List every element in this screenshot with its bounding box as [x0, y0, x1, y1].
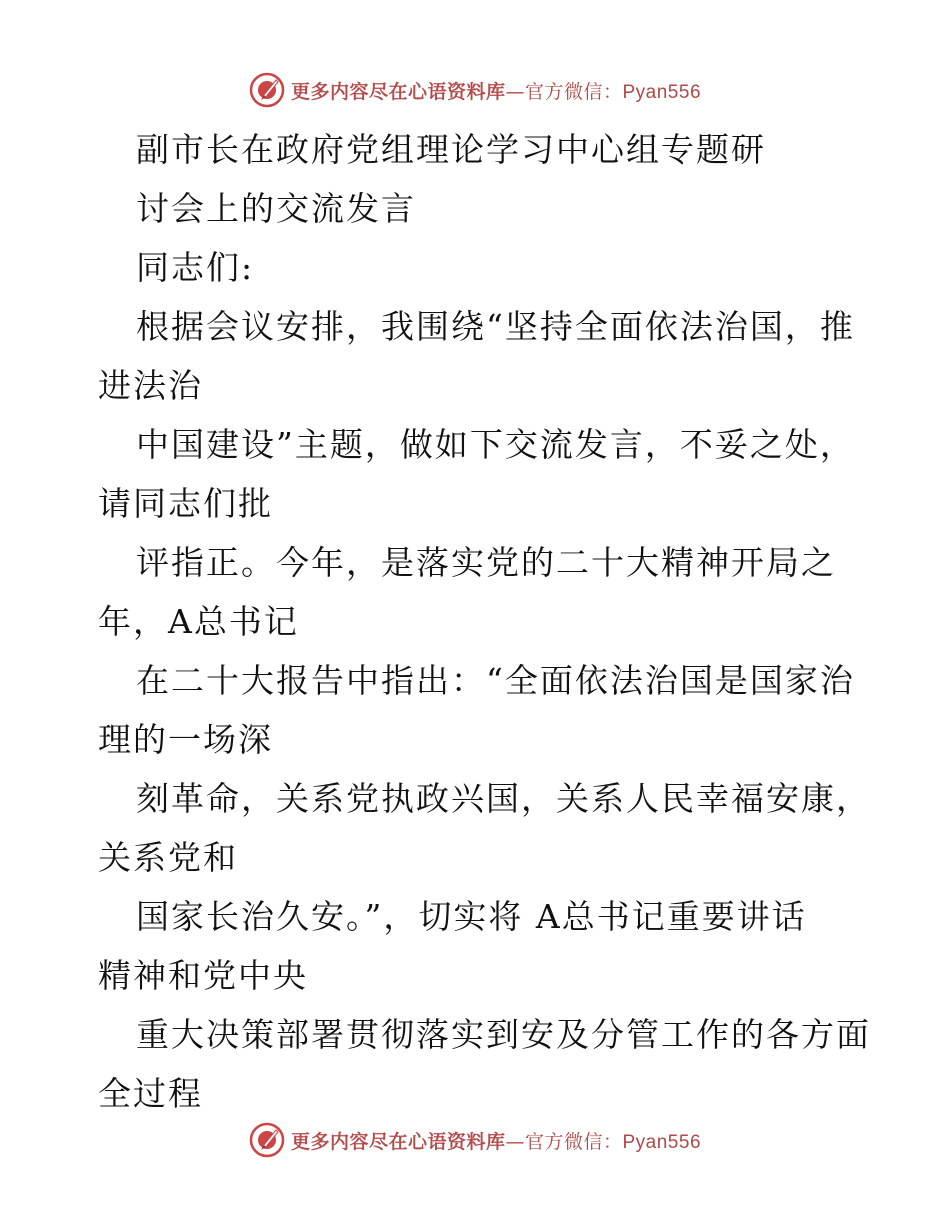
document-line: 关系党和 [98, 838, 238, 877]
footer-watermark [0, 1120, 950, 1160]
document-line: 刻革命，关系党执政兴国，关系人民幸福安康， [136, 779, 871, 818]
quill-logo-icon [249, 72, 285, 108]
watermark-text [291, 1127, 701, 1154]
document-body [98, 120, 871, 1123]
document-line: 理的一场深 [98, 720, 273, 759]
document-line: 中国建设”主题，做如下交流发言，不妥之处， [136, 425, 855, 464]
header-watermark [0, 70, 950, 110]
document-line: 请同志们批 [98, 484, 273, 523]
watermark-id: Pyan556 [622, 81, 702, 103]
watermark-label: 官方微信： [524, 1130, 623, 1153]
document-line: 年，A总书记 [98, 602, 299, 641]
document-line: 进法治 [98, 366, 203, 405]
document-line: 副市长在政府党组理论学习中心组专题研 [136, 130, 766, 169]
watermark-brand: 更多内容尽在心语资料库 [290, 80, 506, 103]
document-line: 同志们: [136, 248, 255, 287]
document-line: 根据会议安排，我围绕“坚持全面依法治国，推 [136, 307, 855, 346]
document-line: 讨会上的交流发言 [136, 189, 416, 228]
watermark-brand: 更多内容尽在心语资料库 [290, 1130, 506, 1153]
watermark-id: Pyan556 [622, 1131, 702, 1153]
document-line: 国家长治久安。”，切实将 A总书记重要讲话 [136, 897, 807, 936]
watermark-text [291, 77, 701, 104]
document-line: 重大决策部署贯彻落实到安及分管工作的各方面 [136, 1015, 871, 1054]
document-line: 在二十大报告中指出：“全面依法治国是国家治 [136, 661, 855, 700]
document-line: 全过程 [98, 1074, 203, 1113]
watermark-label: 官方微信： [524, 80, 623, 103]
document-line: 评指正。今年，是落实党的二十大精神开局之 [136, 543, 836, 582]
document-line: 精神和党中央 [98, 956, 308, 995]
quill-logo-icon [249, 1122, 285, 1158]
watermark-separator: — [505, 1130, 525, 1153]
watermark-separator: — [505, 80, 525, 103]
